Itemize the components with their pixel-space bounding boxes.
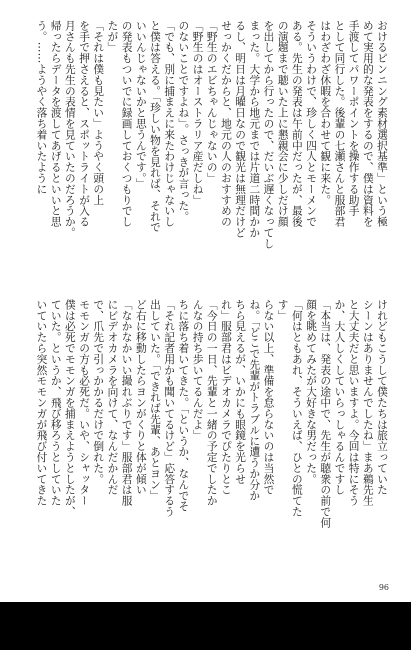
upper-text-column: たが」 [106,20,120,53]
lower-text-column: 僕は必死でモモンガを捕まえようとしたが、 [63,299,77,517]
lower-text-band [22,299,389,597]
upper-text-column: はわざわざ休暇を合わせて観に来た。 [319,20,333,206]
upper-text-column: いいんじゃないかと思うんです。」 [134,20,148,190]
upper-text-column: として同行した。後輩の七瀬さんと服部君 [333,20,347,228]
lower-text-column: で、爪先で引っかかるだけで倒れた。 [92,299,106,485]
upper-text-column: ある。先生の発表は午前中だったが、最後 [290,20,304,228]
lower-text-column: モモンガの方も必死だ。いや、シャッター [78,299,92,507]
upper-text-column: の演題まで聴いた上に懇親会に少しだけ顔 [276,20,290,228]
lower-text-column: ていた。というか、飛び移ろうとしていた [49,299,63,507]
upper-text-column: せっかくだからと、地元の人のおすすめの [219,20,233,228]
upper-text-column: そういうわけで、珍しく四人とモーメンで [305,20,319,228]
lower-text-column: ね。「どこで先輩がトラブルに遭うか分か [248,299,262,501]
lower-text-column: 「今日の一日、先輩と一緒の予定でしたか [205,299,219,507]
upper-text-column: を手で押さえると、スポットライトが入る [78,20,92,228]
lower-text-column: らない以上、準備を怠らないのは当然で [262,299,276,496]
lower-text-column: んなの持ち歩いてるんだよ」 [191,299,205,441]
upper-text-band [22,20,389,318]
lower-text-column: ちに落ち着いてきた。「というか、なんでそ [177,299,191,512]
upper-text-column: 「それは僕も見たい」ようやく頭の上 [92,20,106,206]
viewer-bottom-bar [0,602,411,650]
upper-text-column: まった。大学から地元までは片道二時間かか [248,20,262,238]
upper-text-column: 月さんも先生の表情を見ていたのだろうか。 [63,20,77,238]
upper-text-column: おけるピンニング素材選択基準」という極 [376,20,389,228]
lower-text-column: シーンはありませんでしたね」まあ鵜先生 [361,299,375,507]
upper-text-column: を出してから行ったので、だいぶ遅くなってし [262,20,276,249]
lower-text-column: 「何はともあれ、そういえば、ひとの慌てた [290,299,304,517]
upper-text-column: の発表もついでに録画しておくつもりでし [120,20,134,228]
lower-text-column: れ」服部君はビデオカメラでぴたりとこ [219,299,233,496]
upper-text-column: 「でも、別に捕まえに来たわけじゃないし [163,20,177,228]
lower-text-column: ど右に移動したらヨンがくりと体が傾い [134,299,148,496]
lower-text-column: す」 [276,299,290,321]
lower-text-column: 出していた。「できれば先輩、あとヨン」 [149,299,162,501]
lower-text-column: 「それ記者用かも聞いてるけど」応答するう [163,299,177,517]
upper-text-column: 帰ったらデータを渡してあげるといいと思 [49,20,63,228]
lower-text-column: ちら見えるが、いかにも眼鏡を光らせ [234,299,248,485]
lower-text-column: 「本当は、発表の途中で、先生が聴衆の前で何 [319,299,333,528]
upper-text-column: 「野生のはオーストラリア産だしね」 [191,20,205,206]
lower-text-column: けれどもこうして僕たちは旅立っていた [376,299,389,496]
upper-text-column: 手渡してパワーポイントを操作する助手 [347,20,361,217]
lower-text-column: いていたら突然モモンガが飛び付いてきた [35,299,49,507]
upper-text-column: と僕は答える。「珍しい物を見れば、それで [149,20,162,233]
lower-text-column: か、大人しくしていらっしゃるんですし [333,299,347,496]
upper-text-column: う。……ようやく落ち着いたように [35,20,49,195]
lower-text-column: にビデオカメラを向けて、なんだかんだ [106,299,120,496]
upper-text-column: めて実用的な発表をするので、僕は資料を [361,20,375,228]
upper-text-column: のないことですよね」。さっきが言った。 [177,20,191,222]
upper-text-column: 「野生のエビちゃんじゃないの」 [205,20,219,184]
lower-text-column: 「なかなかいい撮れぶりです」服部君は服 [120,299,134,507]
page-number: 96 [378,583,389,592]
lower-text-column: と大丈夫だと思いますよ。今回は特にそう [347,299,361,507]
upper-text-column: るし、明日は月曜日なので観光は無理だけど [234,20,248,238]
lower-text-column: 顔を眺めてみたが大好きな男だった。 [305,299,319,485]
